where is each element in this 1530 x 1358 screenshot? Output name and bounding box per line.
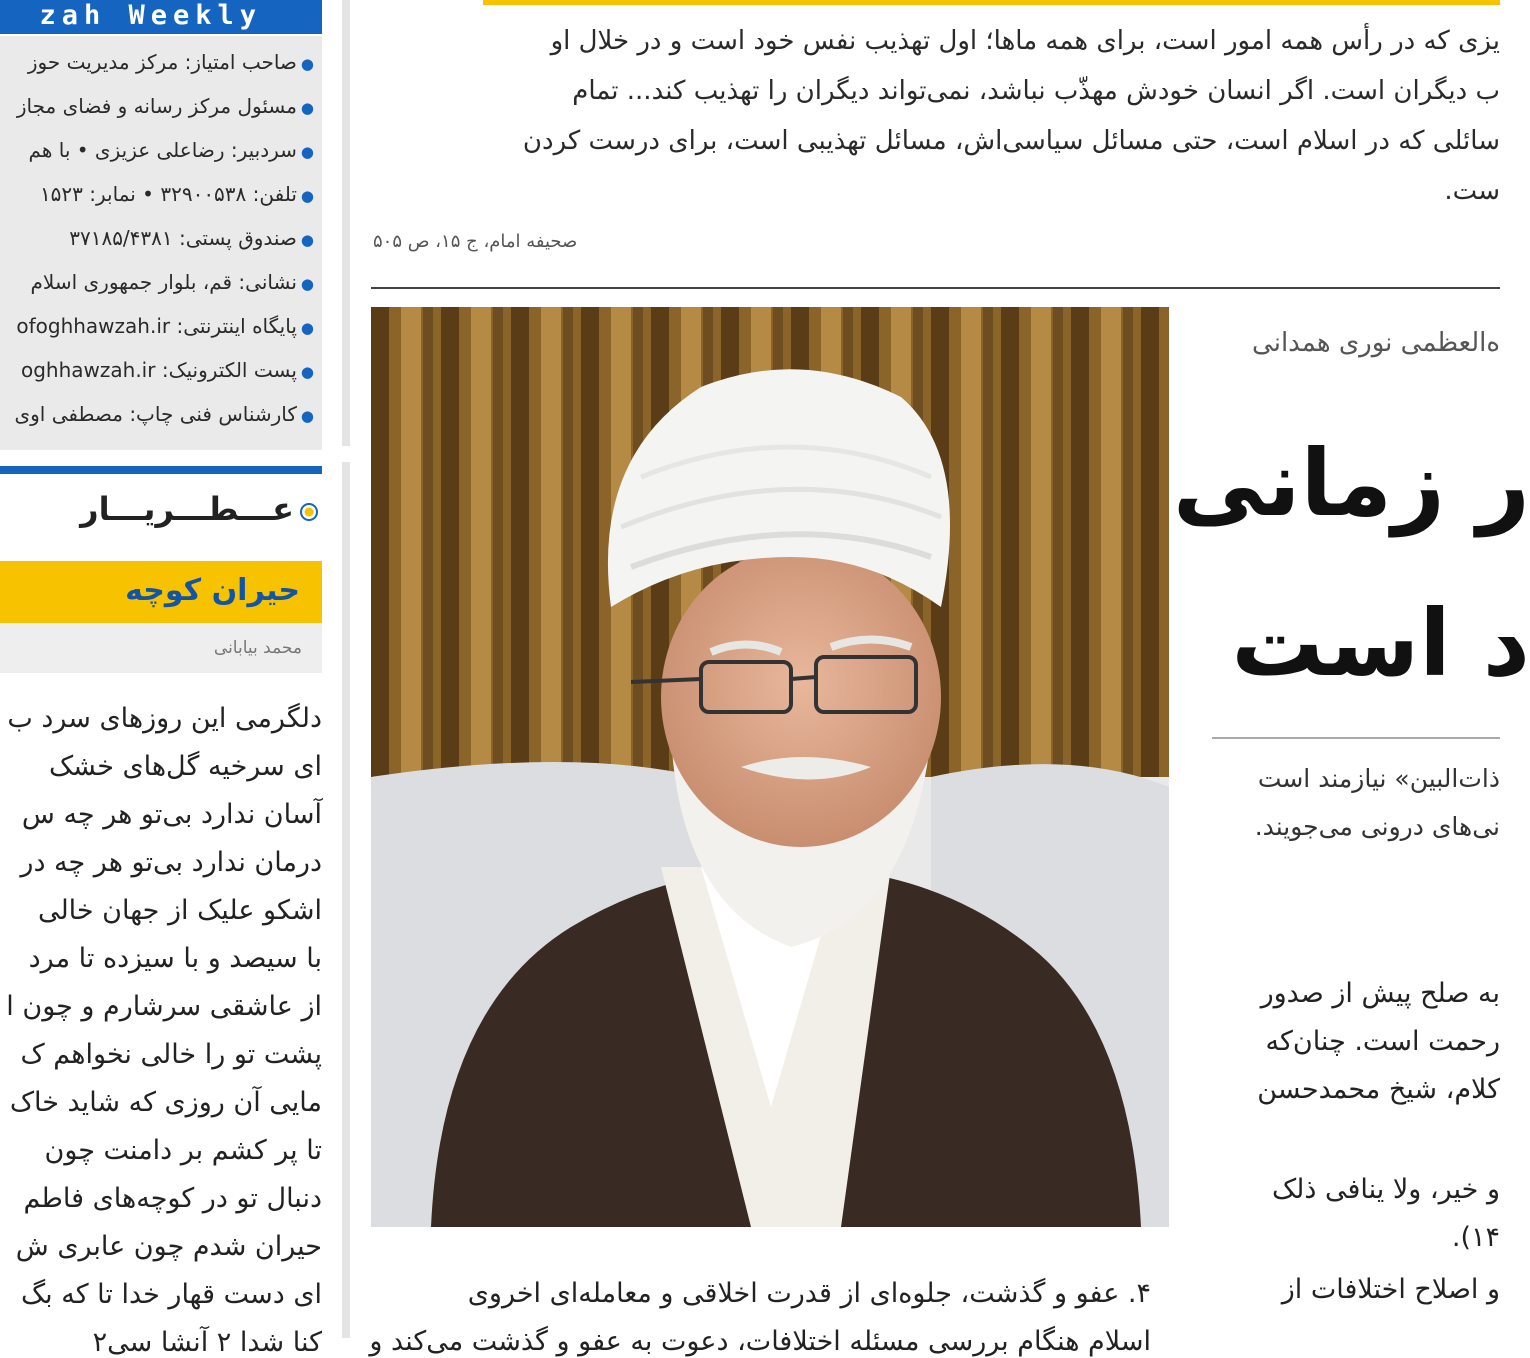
quote-line: ب دیگران است. اگر انسان خودش مهذّب نباشد، نمی‌تواند دیگران را تهذیب کند... تمام [572,76,1500,106]
credit-line: ●مسئول مرکز رسانه و فضای مجاز [16,94,314,118]
quote-line: ست. [1444,176,1500,206]
left-sidebar [0,0,322,1358]
section-title: عـــطـــريـــار [80,490,294,528]
body-line: کلام، شیخ محمدحسن [1257,1074,1500,1105]
poem-line: حیران شدم چون عابری ش [15,1231,322,1262]
credit-line: ●تلفن: ۳۲۹۰۰۵۳۸ • نمابر: ۱۵۲۳ [39,182,314,206]
lead-line: ذات‌البین» نیازمند است [1257,764,1500,793]
bullet-icon: ● [300,55,314,73]
poem-line: مایی آن روزی که شاید خاک [9,1087,322,1118]
poem-line: اشکو علیک از جهان خالی [37,895,322,926]
bullet-icon: ● [300,319,314,337]
body-line: رحمت است. چنان‌که [1265,1026,1500,1057]
headline-block [1172,400,1530,720]
body-line: ۱۴). [1451,1222,1500,1253]
poem-line: کنا شدا ۲ آنشا سی۲ [92,1327,322,1358]
credit-line: ●پایگاه اینترنتی: ofoghhawzah.ir [16,314,314,338]
column-divider [342,0,350,446]
section-rule [0,466,322,474]
bullet-icon: ● [300,407,314,425]
quote-line: سائلی که در اسلام است، حتی مسائل سیاسی‌اش، مسائل تهذیبی است، برای درست کردن [522,126,1500,156]
poem-line: دنبال تو در کوچه‌های فاطم [23,1183,322,1214]
poem-line: پشت تو را خالی نخواهم ک [20,1039,322,1070]
poem-line: تا پر کشم بر دامنت چون [44,1135,322,1166]
body-line: و اصلاح اختلافات از [1281,1274,1500,1305]
bullet-icon: ● [300,275,314,293]
bullet-icon: ● [300,363,314,381]
bullet-icon: ● [300,187,314,205]
poem-line: ای سرخیه گل‌های خشک [48,751,322,782]
section-heading-4: ۴. عفو و گذشت، جلوه‌ای از قدرت اخلاقی و معامله‌ای اخروی [467,1278,1151,1309]
quote-source: صحیفه امام، ج ۱۵، ص ۵۰۵ [373,231,578,252]
credit-line: ●صاحب امتیاز: مرکز مدیریت حوز [27,50,314,74]
quote-line: یزی که در رأس همه امور است، برای همه ماها؛ اول تهذیب نفس خود است و در خلال او [550,26,1500,56]
credits-box [0,36,322,450]
credit-line: ●کارشناس فنی چاپ: مصطفی اوی [14,402,314,426]
masthead-title: zah Weekly [0,0,322,34]
poem-line: از عاشقی سرشارم و چون ا [6,991,322,1022]
poet-name: محمد بیابانی [213,638,302,658]
bottom-text [369,1270,1171,1357]
poem-line: درمان ندارد بی‌تو هر چه در [20,847,322,878]
bullet-icon: ● [300,143,314,161]
article-body [1182,760,1500,1338]
target-icon [300,503,318,521]
poem-title[interactable]: حیران کوچه [125,573,300,608]
lead-line: نی‌های درونی می‌جویند. [1254,812,1500,841]
horizontal-rule [1212,737,1500,739]
body-line: اسلام هنگام بررسی مسئله اختلافات، دعوت به عفو و گذشت می‌کند و [369,1326,1151,1357]
portrait-photo [371,307,1169,1227]
credit-line: ●صندوق پستی: ۳۷۱۸۵/۴۳۸۱ [69,226,314,250]
poem-line: ای دست قهار خدا تا که بگ [20,1279,322,1310]
bullet-icon: ● [300,231,314,249]
body-line: و خیر، ولا ینافی ذلک [1272,1174,1500,1205]
credit-line: ●نشانی: قم، بلوار جمهوری اسلام [30,270,314,294]
credit-line: ●پست الکترونیک: oghhawzah.ir [21,358,314,382]
horizontal-rule [371,287,1500,289]
poem-line: با سیصد و با سیزده تا مرد [28,943,322,974]
headline-line: ر زمانی [1172,430,1530,537]
poem-line: آسان ندارد بی‌تو هر چه س [21,799,322,830]
column-divider [342,462,350,1338]
article-kicker: ه‌العظمی نوری همدانی [1252,328,1500,358]
headline-line: د است [1231,590,1530,697]
body-line: به صلح پیش از صدور [1260,978,1500,1009]
bullet-icon: ● [300,99,314,117]
credit-line: ●سردبیر: رضاعلی عزیزی • با هم [28,138,314,162]
poem-line: دلگرمی این روزهای سرد ب [7,703,322,734]
